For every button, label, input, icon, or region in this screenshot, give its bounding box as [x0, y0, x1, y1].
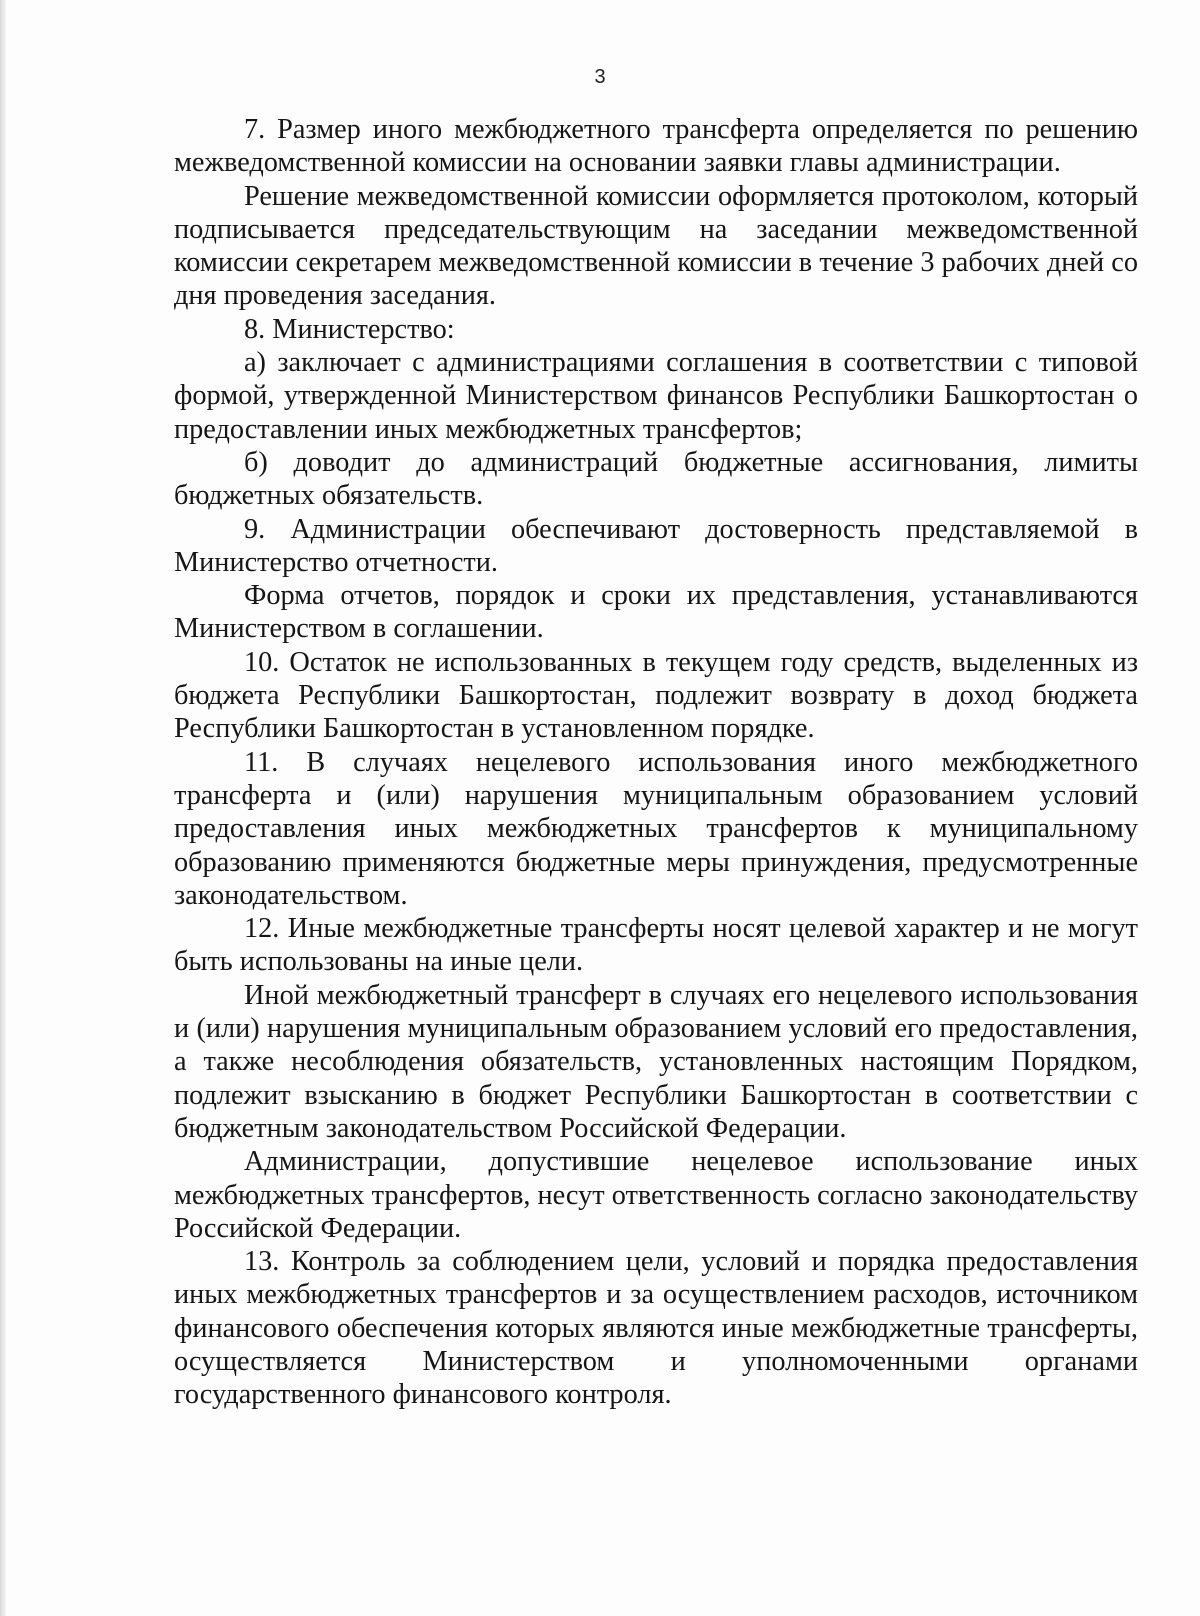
paragraph-12: 12. Иные межбюджетные трансферты носят целевой характер и не могут быть использованы на иные цели. [174, 913, 1138, 978]
paragraph-9: 9. Администрации обеспечивают достоверность представляемой в Министерство отчетности. [174, 513, 1138, 578]
scan-edge-shadow [0, 0, 6, 1616]
paragraph-8a: а) заключает с администрациями соглашения в соответствии с типовой формой, утвержденной Министерством финансов Республики Башкортостан о предоставлении иных межбюджетных трансфертов; [174, 347, 1138, 445]
paragraph-8b: б) доводит до администраций бюджетные ассигнования, лимиты бюджетных обязательств. [174, 446, 1138, 512]
paragraph-7: 7. Размер иного межбюджетного трансферта определяется по решению межведомственной комиссии на основании заявки главы администрации. [174, 114, 1138, 179]
paragraph-commission-decision: Решение межведомственной комиссии оформляется протоколом, который подписывается председательствующим на заседании межведомственной комиссии секретарем межведомственной комиссии в течение 3 рабочих дней со дня проведения заседания. [174, 180, 1138, 312]
paragraph-misuse-recovery: Иной межбюджетный трансферт в случаях его нецелевого использования и (или) нарушения муниципальным образованием условий его предоставления, а также несоблюдения обязательств, установленных настоящим Порядком, подлежит взысканию в бюджет Республики Башкортостан в соответствии с бюджетным законодательством Российской Федерации. [174, 979, 1138, 1144]
document-body [174, 113, 1138, 1412]
paragraph-11: 11. В случаях нецелевого использования иного межбюджетного трансферта и (или) нарушения муниципальным образованием условий предоставления иных межбюджетных трансфертов к муниципальному образованию применяются бюджетные меры принуждения, предусмотренные законодательством. [174, 746, 1138, 911]
paragraph-liability: Администрации, допустившие нецелевое использование иных межбюджетных трансфертов, несут ответственность согласно законодательству Российской Федерации. [174, 1146, 1138, 1244]
paragraph-report-form: Форма отчетов, порядок и сроки их представления, устанавливаются Министерством в соглашении. [174, 580, 1138, 645]
page-number: 3 [594, 66, 606, 88]
paragraph-10: 10. Остаток не использованных в текущем году средств, выделенных из бюджета Республики Башкортостан, подлежит возврату в доход бюджета Республики Башкортостан в установленном порядке. [174, 646, 1138, 745]
paragraph-8: 8. Министерство: [244, 313, 455, 345]
paragraph-13: 13. Контроль за соблюдением цели, условий и порядка предоставления иных межбюджетных трансфертов и за осуществлением расходов, источником финансового обеспечения которых являются иные межбюджетные трансферты, осуществляется Министерством и уполномоченными органами государственного финансового контроля. [174, 1246, 1138, 1411]
